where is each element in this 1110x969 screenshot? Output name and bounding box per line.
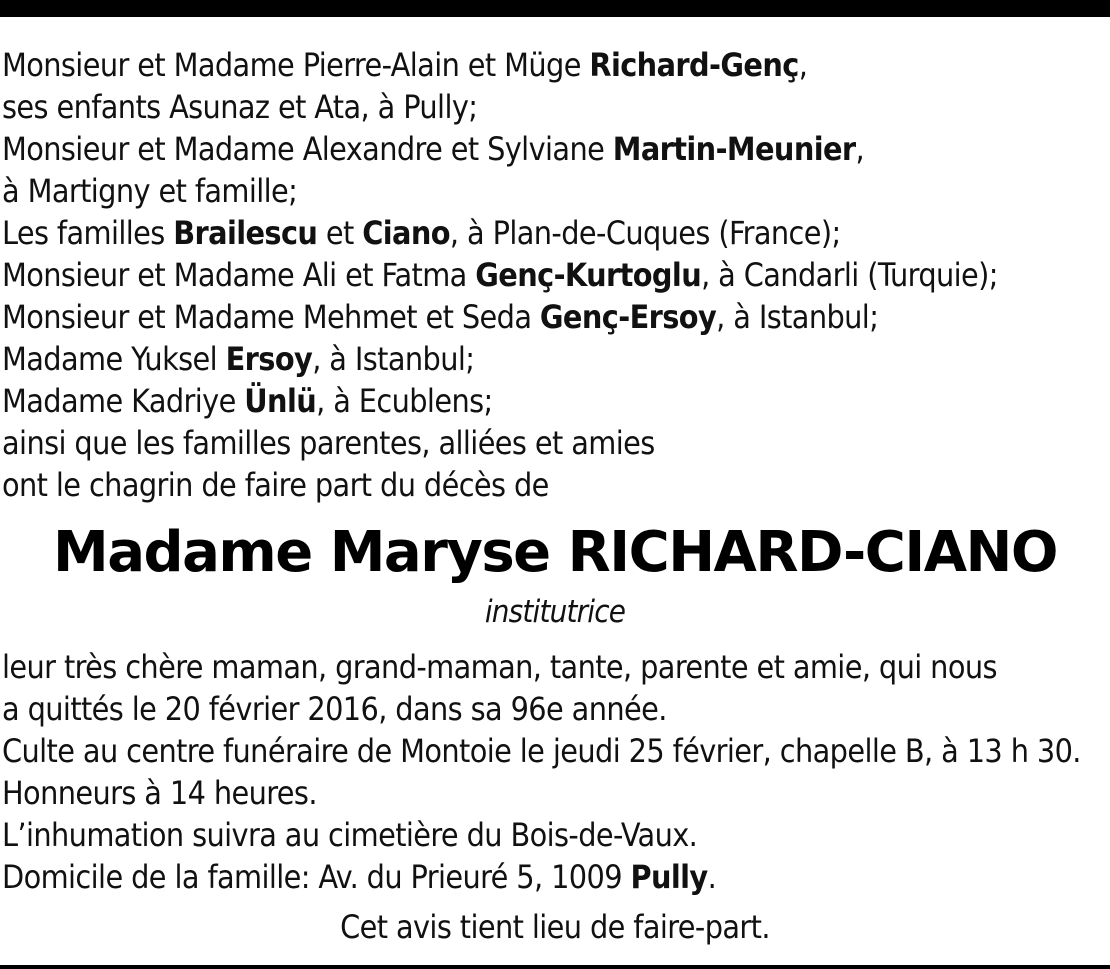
announcer-line: ses enfants Asunaz et Ata, à Pully; <box>2 88 478 126</box>
announcer-line: Monsieur et Madame Alexandre et Sylviane Martin-Meunier, <box>2 130 865 168</box>
detail-line: leur très chère maman, grand-maman, tante, parente et amie, qui nous <box>2 648 997 686</box>
announcer-line: Monsieur et Madame Pierre-Alain et Müge Richard-Genç, <box>2 46 808 84</box>
announcer-line: Monsieur et Madame Ali et Fatma Genç-Kurtoglu, à Candarli (Turquie); <box>2 256 998 294</box>
detail-line: Domicile de la famille: Av. du Prieuré 5, 1009 Pully. <box>2 858 717 896</box>
detail-line: Culte au centre funéraire de Montoie le jeudi 25 février, chapelle B, à 13 h 30. <box>2 732 1081 770</box>
announcers-block <box>2 44 1108 506</box>
detail-line: a quittés le 20 février 2016, dans sa 96e année. <box>2 690 667 728</box>
deceased-profession: institutrice <box>484 594 626 630</box>
announcer-line: Monsieur et Madame Mehmet et Seda Genç-Ersoy, à Istanbul; <box>2 298 879 336</box>
announcer-line: Madame Yuksel Ersoy, à Istanbul; <box>2 340 475 378</box>
closing-note: Cet avis tient lieu de faire-part. <box>340 908 770 946</box>
details-block <box>2 646 1108 898</box>
announcer-line: à Martigny et famille; <box>2 172 298 210</box>
deceased-name: Madame Maryse RICHARD-CIANO <box>52 520 1058 585</box>
detail-line: Honneurs à 14 heures. <box>2 774 317 812</box>
announcer-line: Madame Kadriye Ünlü, à Ecublens; <box>2 382 493 420</box>
detail-line: L’inhumation suivra au cimetière du Bois-de-Vaux. <box>2 816 698 854</box>
top-rule <box>0 0 1110 17</box>
announcer-line: ainsi que les familles parentes, alliées et amies <box>2 424 655 462</box>
announcer-line: Les familles Brailescu et Ciano, à Plan-de-Cuques (France); <box>2 214 841 252</box>
announcer-line: ont le chagrin de faire part du décès de <box>2 466 549 504</box>
bottom-rule <box>0 965 1110 969</box>
